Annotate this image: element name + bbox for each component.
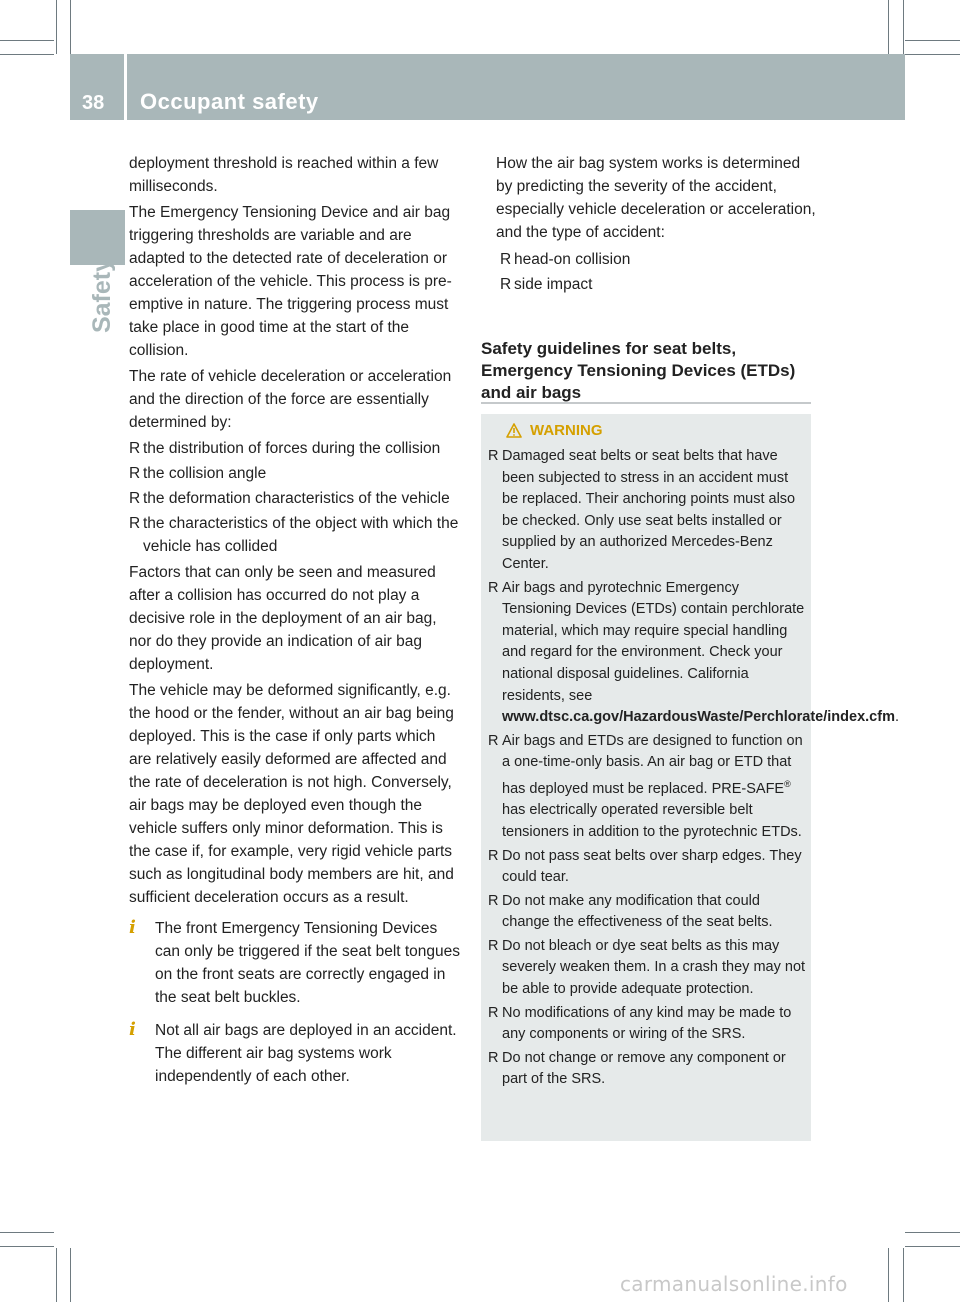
- info-note: i Not all air bags are deployed in an accident. The different air bag systems work independently of each other.: [129, 1019, 457, 1085]
- list-item: R Damaged seat belts or seat belts that have been subjected to stress in an accident must be replaced. Their anchoring points must also be checked. Only use seat belts installed or supplied by an authorized Mercedes-Benz Center.: [488, 448, 796, 572]
- crop-mark: [903, 1248, 904, 1302]
- paragraph: deployment threshold is reached within a few milliseconds.: [129, 155, 439, 195]
- paragraph: The rate of vehicle deceleration or acceleration and the direction of the force are essentially determined by:: [129, 368, 452, 431]
- list-item: R the deformation characteristics of the vehicle: [129, 487, 461, 510]
- warning-box: [481, 414, 899, 1141]
- bullet-marker: R: [488, 732, 499, 749]
- paragraph: Factors that can only be seen and measured after a collision has occurred do not play a decisive role in the deployment of an air bag, nor do they provide an indication of air bag deployment.: [129, 564, 437, 673]
- bullet-list: [496, 248, 816, 296]
- bullet-marker: R: [488, 937, 499, 954]
- bullet-marker: R: [488, 847, 499, 864]
- page-title: Occupant safety: [140, 89, 319, 114]
- crop-mark: [0, 1232, 54, 1233]
- left-column: [129, 152, 461, 1098]
- list-item: R Do not make any modification that could change the effectiveness of the seat belts.: [488, 892, 773, 931]
- list-item: R Do not change or remove any component or part of the SRS.: [488, 1049, 786, 1088]
- list-item: R side impact: [500, 273, 816, 296]
- crop-mark: [888, 1248, 889, 1302]
- info-icon: i: [129, 917, 136, 938]
- list-item: R the characteristics of the object with which the vehicle has collided: [129, 512, 461, 558]
- page-number: 38: [82, 92, 105, 114]
- crop-mark: [0, 54, 54, 55]
- list-item: R the collision angle: [129, 462, 461, 485]
- bullet-marker: R: [129, 490, 141, 507]
- disposal-link[interactable]: www.dtsc.ca.gov/HazardousWaste/Perchlorate/index.cfm: [502, 709, 895, 726]
- side-tab-marker: [70, 210, 125, 265]
- bullet-marker: R: [488, 448, 499, 464]
- bullet-marker: R: [500, 276, 512, 293]
- header-divider: [124, 54, 127, 120]
- warning-title: WARNING: [530, 421, 603, 439]
- bullet-marker: R: [129, 515, 141, 532]
- crop-mark: [888, 0, 889, 54]
- list-item: R No modifications of any kind may be made to any components or wiring of the SRS.: [488, 1004, 792, 1043]
- right-column: [496, 152, 816, 299]
- bullet-marker: R: [488, 1004, 499, 1021]
- list-item: R Do not bleach or dye seat belts as this may severely weaken them. In a crash they may not be able to provide adequate protection.: [488, 937, 806, 998]
- bullet-marker: R: [488, 1049, 499, 1066]
- crop-mark: [905, 1232, 960, 1233]
- list-item: R Air bags and pyrotechnic Emergency Tensioning Devices (ETDs) contain perchlorate material, which may require special handling and regard for the environment. Check your national disposal guidelines. California residents, see www.dtsc.ca.gov/HazardousWaste/Perchlorate/index.cfm.: [488, 579, 899, 726]
- crop-mark: [56, 0, 57, 54]
- bullet-list: [129, 437, 461, 558]
- crop-mark: [905, 1246, 960, 1247]
- list-item: R the distribution of forces during the collision: [129, 437, 461, 460]
- paragraph: The vehicle may be deformed significantly, e.g. the hood or the fender, without an air bag being deployed. This is the case if only parts which are relatively easily deformed are affected and the rate of deceleration is not high. Conversely, air bags may be deployed even though the vehicle suffers only minor deformation. This is the case if, for example, very rigid vehicle parts such as longitudinal body members are hit, and sufficient deceleration occurs as a result.: [129, 682, 454, 906]
- warning-triangle-icon: [506, 423, 522, 438]
- crop-mark: [70, 0, 71, 54]
- crop-mark: [70, 1248, 71, 1302]
- crop-mark: [0, 1246, 54, 1247]
- heading-divider: [481, 402, 811, 404]
- crop-mark: [0, 40, 54, 41]
- bullet-marker: R: [488, 892, 499, 909]
- bullet-marker: R: [129, 440, 141, 457]
- side-tab-label: Safety: [88, 258, 116, 334]
- crop-mark: [905, 40, 960, 41]
- list-item: R Air bags and ETDs are designed to function on a one-time-only basis. An air bag or ETD that has deployed must be replaced. PRE-SAFE® has electrically operated reversible belt tensioners in addition to the pyrotechnic ETDs.: [488, 732, 803, 840]
- list-item: R Do not pass seat belts over sharp edges. They could tear.: [488, 847, 802, 886]
- info-note: i The front Emergency Tensioning Devices can only be triggered if the seat belt tongues on the front seats are correctly engaged in the seat belt buckles.: [129, 917, 461, 1006]
- bullet-marker: R: [129, 465, 141, 482]
- paragraph: The Emergency Tensioning Device and air bag triggering thresholds are variable and are adapted to the detected rate of deceleration or acceleration of the vehicle. This process is pre-emptive in nature. The triggering process must take place in good time at the start of the collision.: [129, 204, 452, 359]
- bullet-marker: R: [488, 579, 499, 596]
- crop-mark: [56, 1248, 57, 1302]
- info-icon: i: [129, 1019, 136, 1040]
- crop-mark: [905, 54, 960, 55]
- list-item: R head-on collision: [500, 248, 816, 271]
- crop-mark: [903, 0, 904, 54]
- watermark: carmanualsonline.info: [620, 1272, 848, 1296]
- section-heading: Safety guidelines for seat belts, Emergency Tensioning Devices (ETDs) and air bags: [481, 339, 796, 402]
- warning-header: [506, 419, 603, 441]
- bullet-marker: R: [500, 251, 512, 268]
- paragraph: How the air bag system works is determined by predicting the severity of the accident, especially vehicle deceleration or acceleration, and the type of accident:: [496, 155, 816, 241]
- warning-list: [488, 446, 899, 1093]
